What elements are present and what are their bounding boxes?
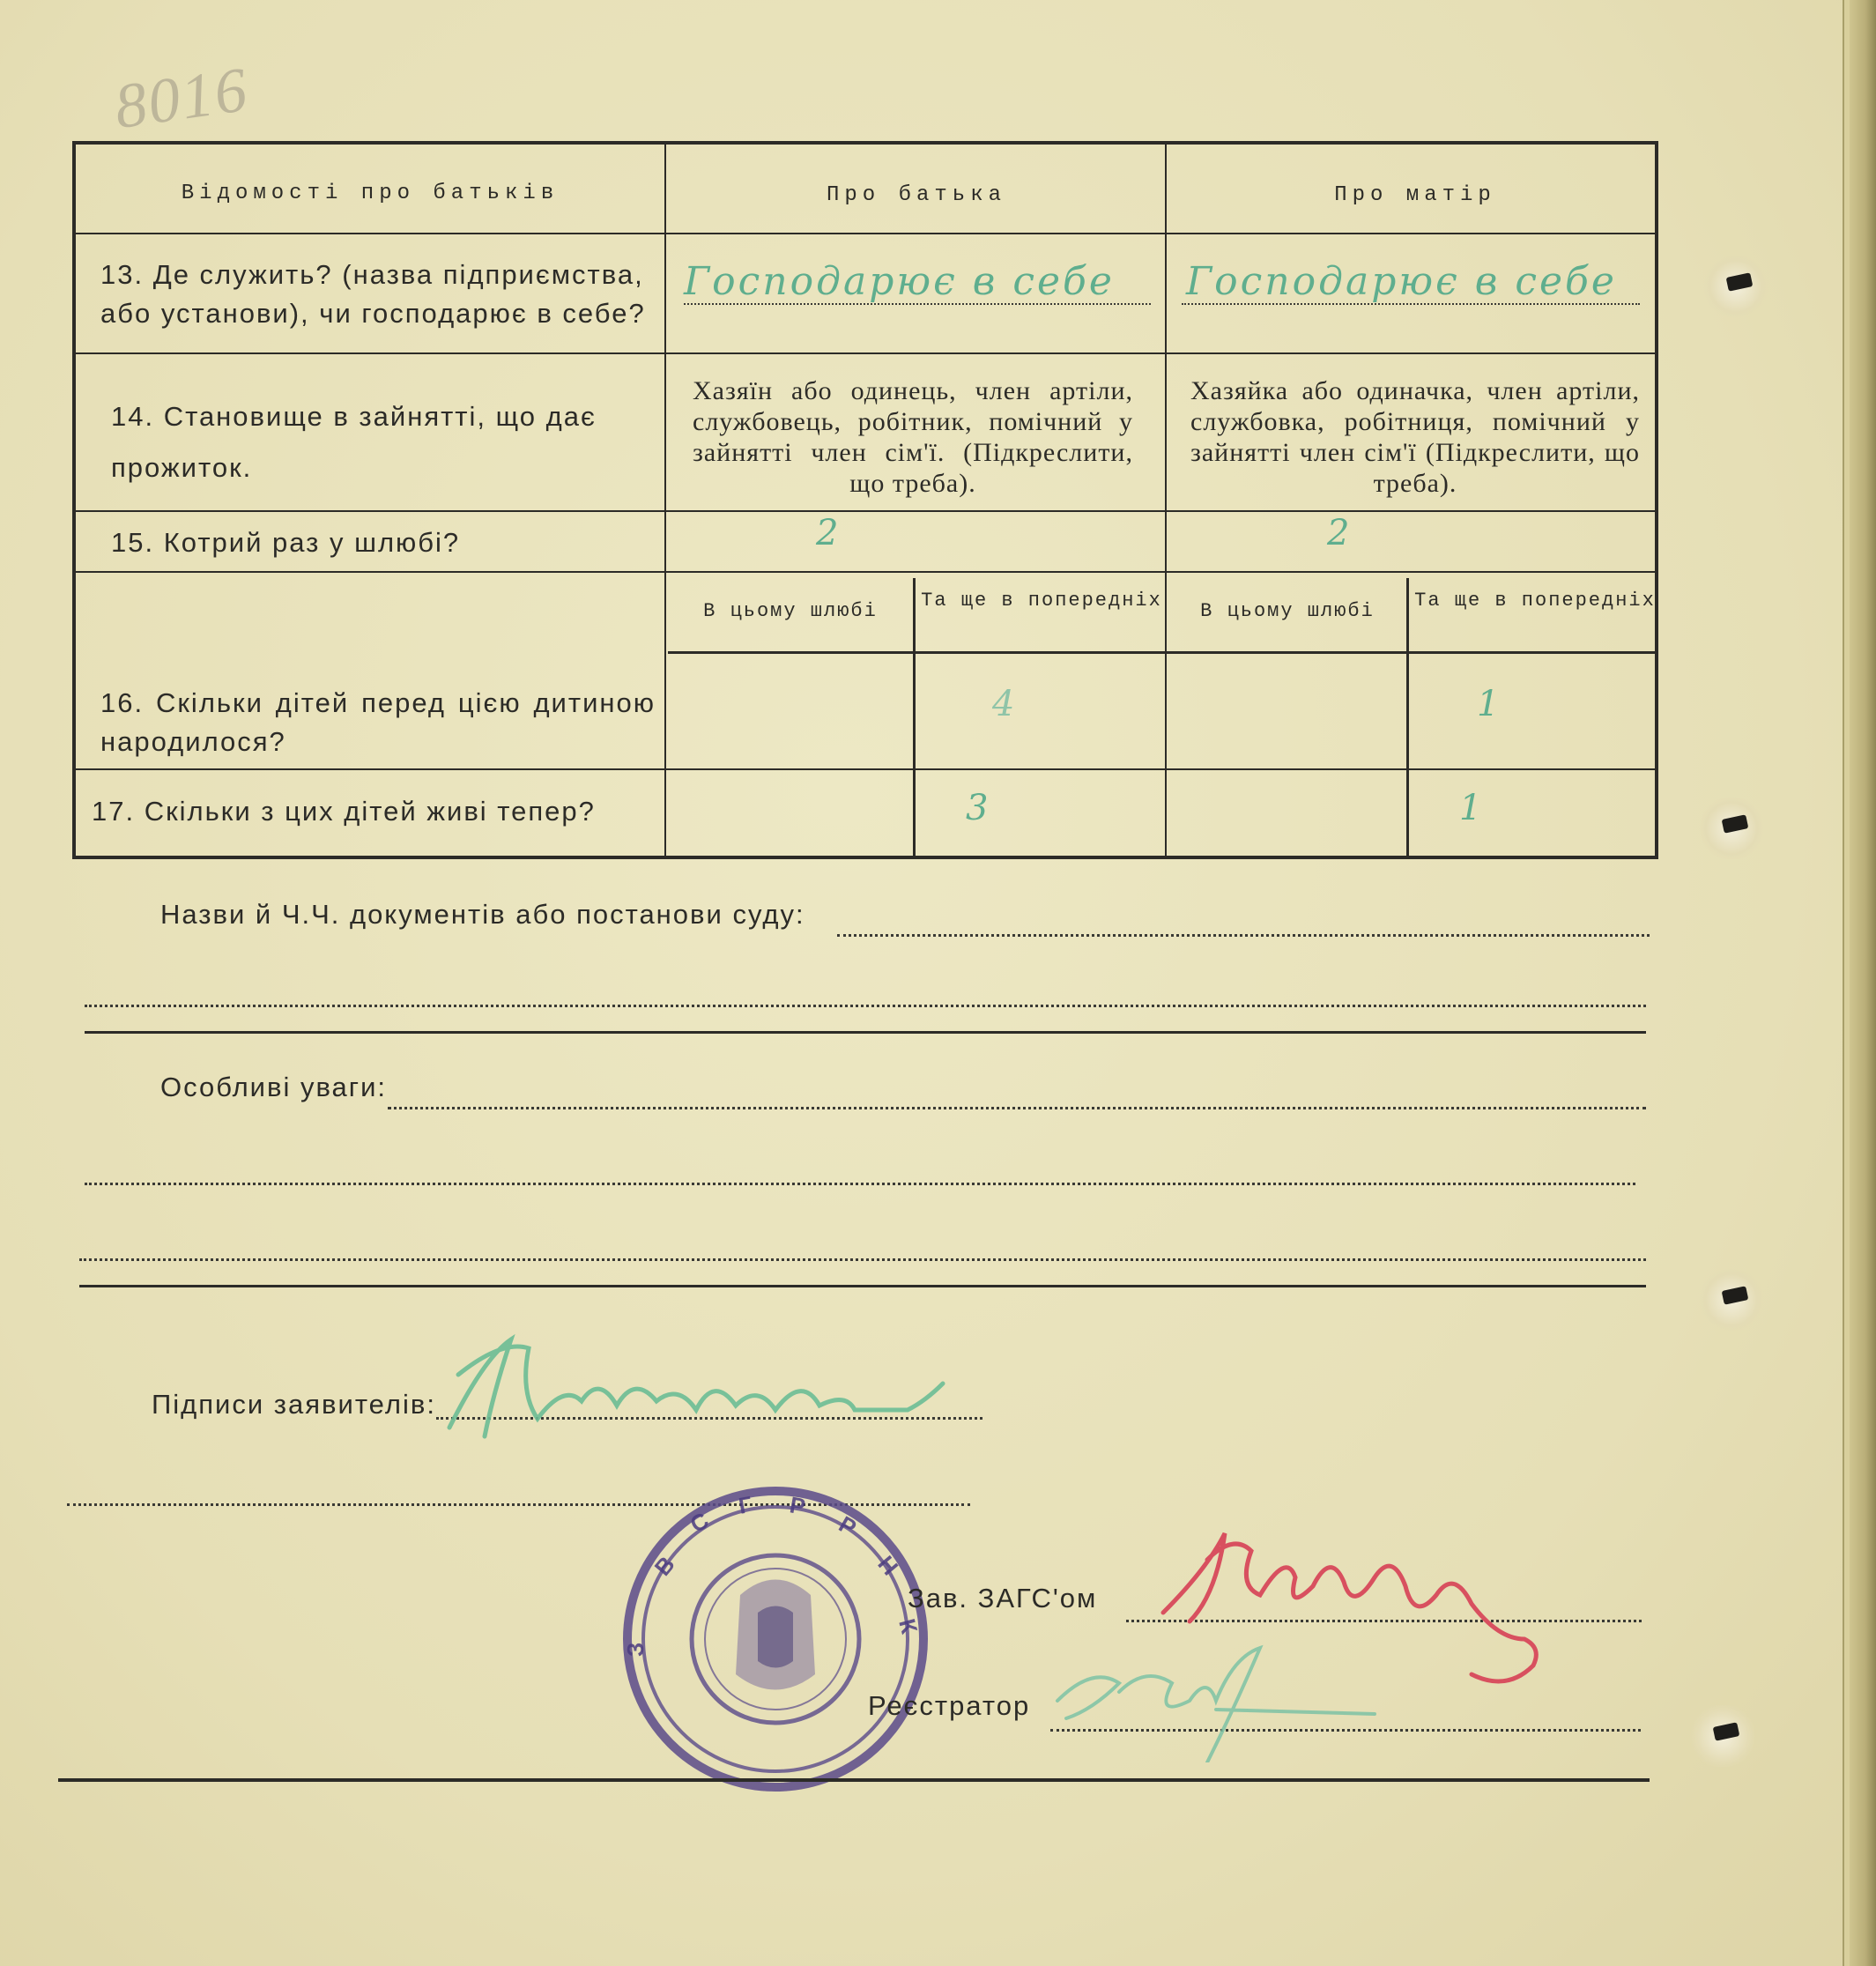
parents-info-table: [72, 141, 1658, 859]
remarks-line: [79, 1258, 1646, 1261]
section-divider: [79, 1285, 1646, 1287]
question-13: 13. Де служить? (назва підприємства, або установи), чи господарює в себе?: [100, 259, 646, 329]
punch-hole: [1696, 798, 1767, 859]
subheader-mother-previous: Та ще в попередніх: [1414, 590, 1656, 612]
mother-children-previous: 1: [1477, 684, 1502, 724]
applicant-signature: [432, 1322, 960, 1463]
table-rule: [76, 233, 1655, 234]
page-edge: [1843, 0, 1850, 1966]
table-rule: [668, 651, 1655, 654]
svg-text:Г: Г: [736, 1490, 754, 1519]
svg-text:З: З: [622, 1642, 649, 1657]
svg-text:Н: Н: [872, 1550, 904, 1581]
documents-line: [837, 934, 1650, 937]
question-14: 14. Становище в зайнятті, що дає прожиток.: [111, 401, 597, 483]
question-17: 17. Скільки з цих дітей живі тепер?: [92, 796, 596, 827]
mother-occupation: Господарює в себе: [1186, 259, 1617, 304]
mother-marriage-count: 2: [1327, 513, 1353, 553]
subheader-father-previous: Та ще в попередніх: [921, 590, 1162, 612]
head-label: Зав. ЗАГС'ом: [908, 1583, 1098, 1614]
folio-number: 8016: [110, 53, 253, 143]
registrar-signature: [1040, 1639, 1410, 1762]
question-16: 16. Скільки дітей перед цією дитиною народилося?: [100, 687, 656, 757]
father-children-alive: 3: [966, 788, 991, 828]
table-rule: [76, 571, 1655, 573]
svg-text:К: К: [894, 1615, 923, 1636]
father-occupation: Господарює в себе: [684, 259, 1115, 304]
svg-text:Р: Р: [834, 1510, 862, 1541]
table-rule: [1165, 145, 1167, 856]
header-mother: Про матір: [1334, 183, 1496, 207]
header-father: Про батька: [826, 183, 1007, 207]
table-rule: [76, 768, 1655, 770]
documents-label: Назви й Ч.Ч. документів або постанови суду:: [160, 899, 805, 930]
punch-hole: [1701, 256, 1771, 317]
mother-children-alive: 1: [1459, 788, 1485, 828]
table-rule: [913, 578, 916, 856]
subheader-mother-this-marriage: В цьому шлюбі: [1200, 600, 1375, 622]
father-marriage-count: 2: [816, 513, 842, 553]
bottom-rule: [58, 1778, 1650, 1782]
header-parents-info: Відомості про батьків: [181, 182, 560, 205]
mother-employment-options: Хазяйка або одиначка, член артіли, службовка, робітниця, помічний у зайнятті член сім'ї (Підкреслити, що треба).: [1190, 376, 1640, 498]
registrar-label: Реєстратор: [868, 1690, 1031, 1721]
section-divider: [85, 1031, 1646, 1034]
punch-hole: [1687, 1705, 1758, 1767]
table-rule: [76, 510, 1655, 512]
father-children-previous: 4: [992, 684, 1018, 724]
table-rule: [76, 352, 1655, 354]
official-stamp: [617, 1480, 934, 1798]
svg-text:С: С: [686, 1506, 714, 1539]
binder-edge: [1850, 0, 1876, 1966]
svg-text:В: В: [649, 1551, 680, 1581]
table-rule: [664, 145, 666, 856]
documents-line: [85, 1005, 1646, 1007]
remarks-line: [388, 1107, 1646, 1109]
remarks-label: Особливі уваги:: [160, 1072, 388, 1102]
remarks-line: [85, 1183, 1635, 1185]
svg-text:Р: Р: [787, 1491, 808, 1520]
father-employment-options: Хазяїн або одинець, член артіли, службовець, робітник, помічний у зайнятті член сім'ї. (Підкреслити, що треба).: [693, 376, 1133, 498]
subheader-father-this-marriage: В цьому шлюбі: [703, 600, 878, 622]
question-15: 15. Котрий раз у шлюбі?: [111, 527, 461, 558]
punch-hole: [1696, 1269, 1767, 1331]
table-rule: [1406, 578, 1409, 856]
signatures-label: Підписи заявителів:: [152, 1389, 436, 1420]
